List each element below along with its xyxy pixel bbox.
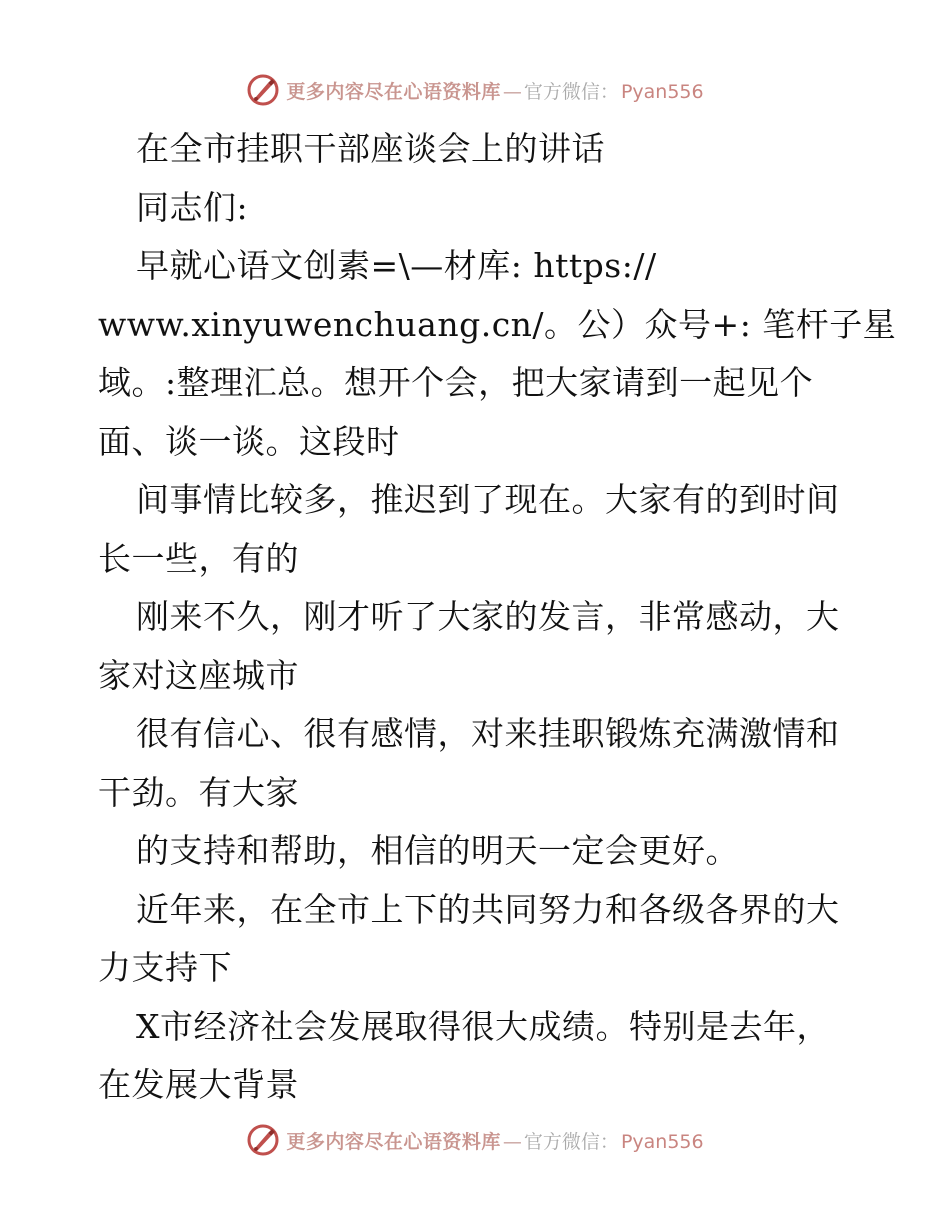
banner-dash: — <box>502 1130 522 1153</box>
banner-wechat-label: 官方微信： <box>523 80 619 103</box>
pen-logo-icon <box>246 1123 280 1157</box>
paragraph-line: 家对这座城市 <box>98 655 299 695</box>
paragraph-line: 早就心语文创素=\—材库: https:// <box>136 246 657 285</box>
paragraph-line: 刚来不久，刚才听了大家的发言，非常感动，大 <box>136 597 840 636</box>
paragraph-line: 长一些，有的 <box>98 538 299 578</box>
paragraph-line: 在发展大背景 <box>98 1065 299 1104</box>
paragraph-line: 同志们: <box>136 187 249 227</box>
banner-wechat-id: Pyan556 <box>620 80 704 103</box>
document-body <box>98 120 897 1115</box>
footer-banner <box>0 1120 950 1160</box>
paragraph-line: X市经济社会发展取得很大成绩。特别是去年， <box>136 1006 830 1046</box>
banner-wechat-id: Pyan556 <box>620 1130 704 1153</box>
pen-logo-icon <box>246 73 280 107</box>
document-title: 在全市挂职干部座谈会上的讲话 <box>136 129 605 168</box>
banner-wechat-label: 官方微信： <box>523 1130 619 1153</box>
paragraph-line: www.xinyuwenchuang.cn/。公）众号+: 笔杆子星 <box>98 304 897 344</box>
paragraph-line: 域。:整理汇总。想开个会，把大家请到一起见个 <box>98 363 814 402</box>
header-banner <box>0 70 950 110</box>
paragraph-line: 间事情比较多，推迟到了现在。大家有的到时间 <box>136 480 840 519</box>
paragraph-line: 面、谈一谈。这段时 <box>98 421 400 461</box>
banner-brand: 更多内容尽在心语资料库 <box>286 80 501 103</box>
paragraph-line: 近年来，在全市上下的共同努力和各级各界的大 <box>136 889 840 929</box>
banner-dash: — <box>502 80 522 103</box>
paragraph-line: 力支持下 <box>98 948 232 987</box>
banner-brand: 更多内容尽在心语资料库 <box>286 1130 501 1153</box>
paragraph-line: 的支持和帮助，相信的明天一定会更好。 <box>136 831 739 870</box>
paragraph-line: 干劲。有大家 <box>98 772 299 812</box>
paragraph-line: 很有信心、很有感情，对来挂职锻炼充满激情和 <box>136 714 840 753</box>
